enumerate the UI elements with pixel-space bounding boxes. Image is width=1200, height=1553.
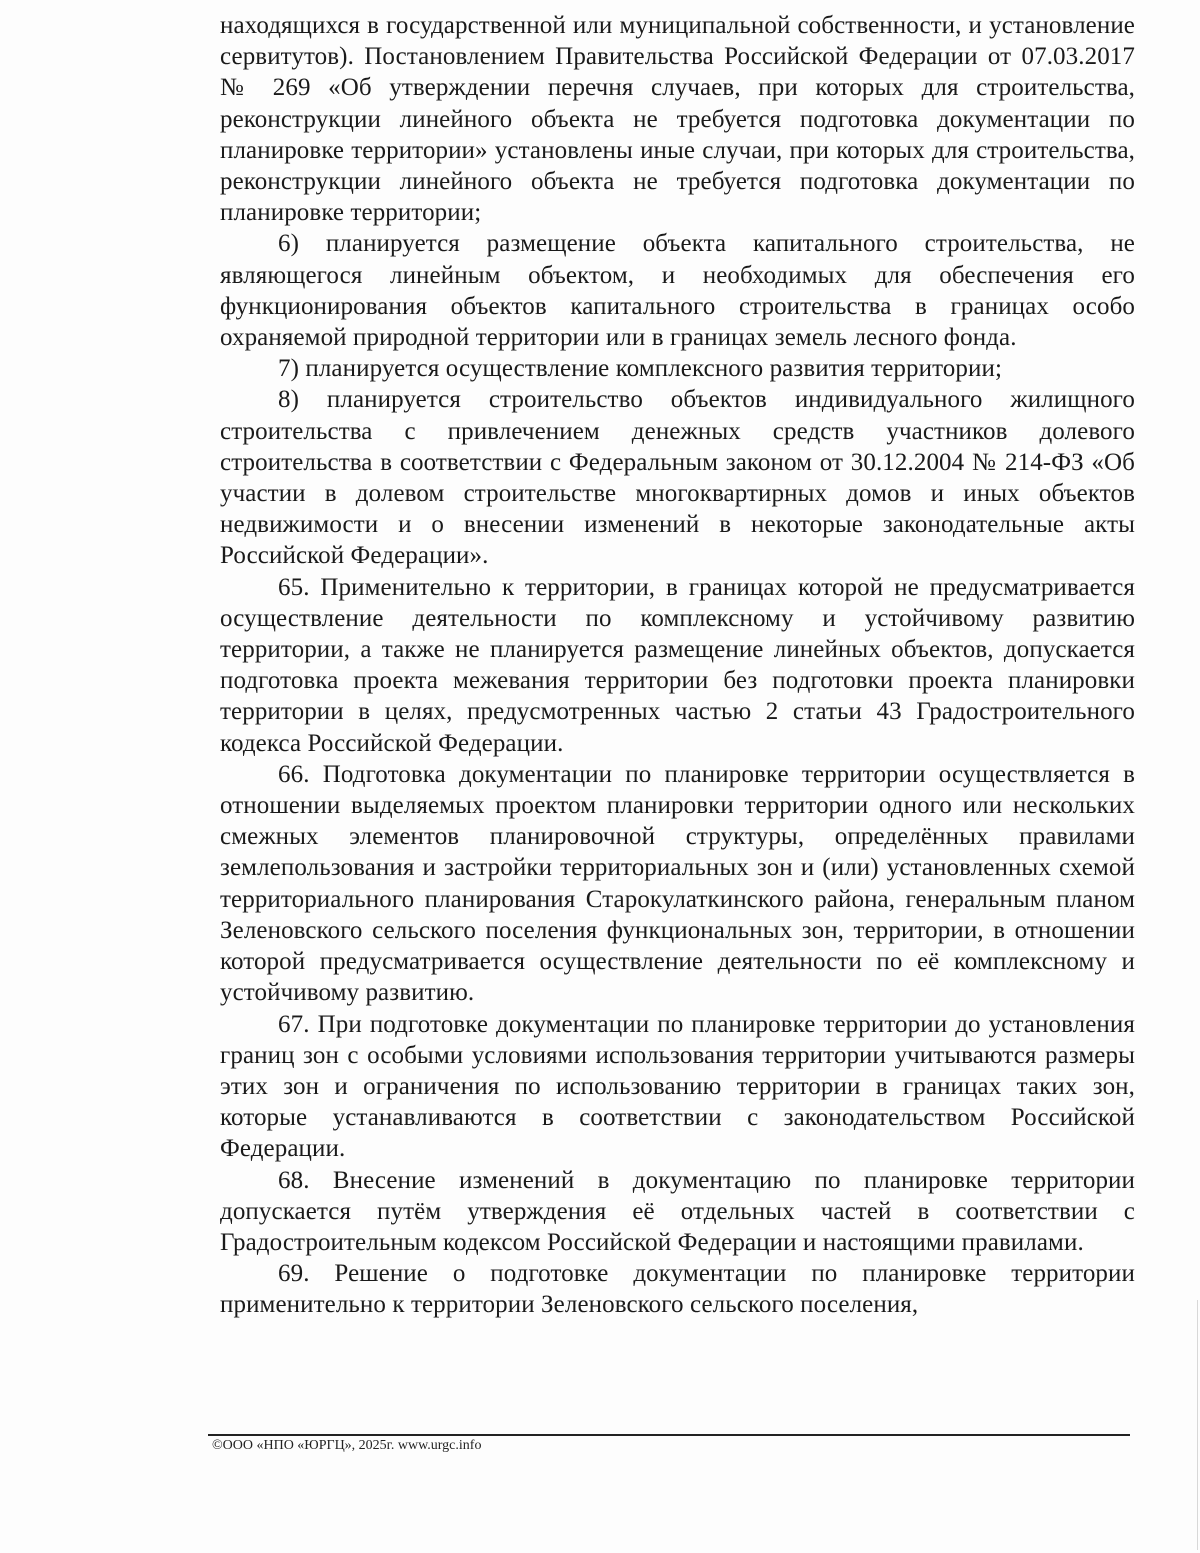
paragraph-67: 67. При подготовке документации по планировке территории до установления границ зон с особыми условиями использования территории учитываются размеры этих зон и ограничения по использованию территории в границах таких зон, которые устанавливаются в соответствии с законодательством Российской Федерации. xyxy=(220,1010,1135,1163)
paragraph-65: 65. Применительно к территории, в границах которой не предусматривается осуществление деятельности по комплексному и устойчивому развитию территории, а также не планируется размещение линейных объектов, допускается подготовка проекта межевания территории без подготовки проекта планировки территории в целях, предусмотренных частью 2 статьи 43 Градостроительного кодекса Российской Федерации. xyxy=(220,573,1135,757)
paragraph-68: 68. Внесение изменений в документацию по планировке территории допускается путём утверждения её отдельных частей в соответствии с Градостроительным кодексом Российской Федерации и настоящими правилами. xyxy=(220,1166,1135,1256)
scan-edge-line xyxy=(1197,1300,1198,1550)
footer-divider xyxy=(208,1434,1130,1436)
paragraph-69: 69. Решение о подготовке документации по планировке территории применительно к территории Зеленовского сельского поселения, xyxy=(220,1260,1135,1319)
footer-copyright: ©ООО «НПО «ЮРГЦ», 2025г. www.urgc.info xyxy=(212,1438,482,1453)
paragraph-item-8: 8) планируется строительство объектов индивидуального жилищного строительства с привлечением денежных средств участников долевого строительства в соответствии с Федеральным законом от 30.12.2004 № 214-ФЗ «Об участии в долевом строительстве многоквартирных домов и иных объектов недвижимости и о внесении изменений в некоторые законодательные акты Российской Федерации». xyxy=(220,386,1135,570)
document-body xyxy=(220,10,1135,1321)
paragraph-continuation: находящихся в государственной или муниципальной собственности, и установление сервитутов). Постановлением Правительства Российской Федерации от 07.03.2017 № 269 «Об утверждении перечня случаев, при которых для строительства, реконструкции линейного объекта не требуется подготовка документации по планировке территории» установлены иные случаи, при которых для строительства, реконструкции линейного объекта не требуется подготовка документации по планировке территории; xyxy=(220,12,1135,227)
paragraph-item-6: 6) планируется размещение объекта капитального строительства, не являющегося линейным объектом, и необходимых для обеспечения его функционирования объектов капитального строительства в границах особо охраняемой природной территории или в границах земель лесного фонда. xyxy=(220,230,1135,352)
paragraph-66: 66. Подготовка документации по планировке территории осуществляется в отношении выделяемых проектом планировки территории одного или нескольких смежных элементов планировочной структуры, определённых правилами землепользования и застройки территориальных зон и (или) установленных схемой территориального планирования Старокулаткинского района, генеральным планом Зеленовского сельского поселения функциональных зон, территории, в отношении которой предусматривается осуществление деятельности по её комплексному и устойчивому развитию. xyxy=(220,760,1135,1007)
paragraph-item-7: 7) планируется осуществление комплексного развития территории; xyxy=(278,355,1002,383)
